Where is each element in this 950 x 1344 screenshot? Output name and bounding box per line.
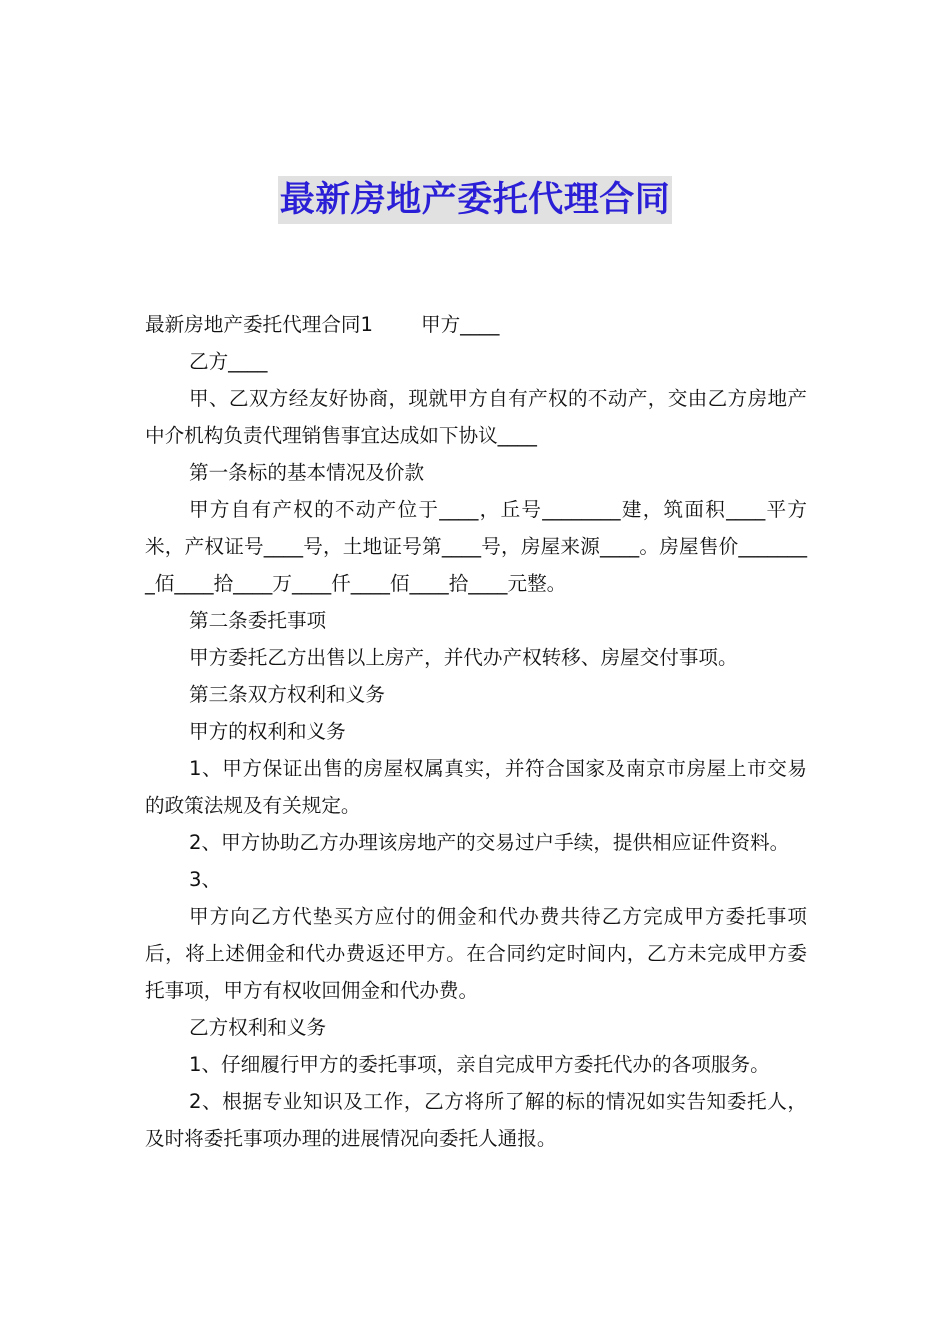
party-b-duty-2: 2、根据专业知识及工作，乙方将所了解的标的情况如实告知委托人，及时将委托事项办理的进展情况向委托人通报。 — [145, 1090, 807, 1150]
party-a-duty-1: 1、甲方保证出售的房屋权属真实，并符合国家及南京市房屋上市交易的政策法规及有关规定。 — [145, 757, 807, 817]
article-1-paragraph: 甲方自有产权的不动产位于____，丘号________建，筑面积____平方米，产权证号____号，土地证号第____号，房屋来源____。房屋售价________佰____拾____万____仟____佰____拾____元整。 — [145, 498, 807, 595]
title-container — [0, 176, 950, 224]
party-a-duty-2: 2、甲方协助乙方办理该房地产的交易过户手续，提供相应证件资料。 — [189, 831, 790, 854]
party-b-duty-1: 1、仔细履行甲方的委托事项，亲自完成甲方委托代办的各项服务。 — [189, 1053, 770, 1076]
article-2-paragraph: 甲方委托乙方出售以上房产，并代办产权转移、房屋交付事项。 — [189, 646, 738, 669]
article-1-heading: 第一条标的基本情况及价款 — [189, 461, 425, 484]
party-b-duties-heading: 乙方权利和义务 — [189, 1016, 327, 1039]
party-a-field: 甲方____ — [421, 313, 500, 336]
party-a-duty-3-number: 3、 — [189, 868, 222, 891]
contract-heading: 最新房地产委托代理合同1 — [145, 313, 373, 336]
intro-line — [145, 306, 807, 343]
document-title: 最新房地产委托代理合同 — [278, 176, 673, 224]
article-2-heading: 第二条委托事项 — [189, 609, 327, 632]
document-body — [145, 306, 807, 1157]
preamble-paragraph: 甲、乙双方经友好协商，现就甲方自有产权的不动产，交由乙方房地产中介机构负责代理销售事宜达成如下协议____ — [145, 387, 807, 447]
party-a-duty-3-paragraph: 甲方向乙方代垫买方应付的佣金和代办费共待乙方完成甲方委托事项后，将上述佣金和代办费返还甲方。在合同约定时间内，乙方未完成甲方委托事项，甲方有权收回佣金和代办费。 — [145, 905, 807, 1002]
article-3-heading: 第三条双方权利和义务 — [189, 683, 385, 706]
party-a-duties-heading: 甲方的权利和义务 — [189, 720, 346, 743]
party-b-field: 乙方____ — [189, 350, 268, 373]
